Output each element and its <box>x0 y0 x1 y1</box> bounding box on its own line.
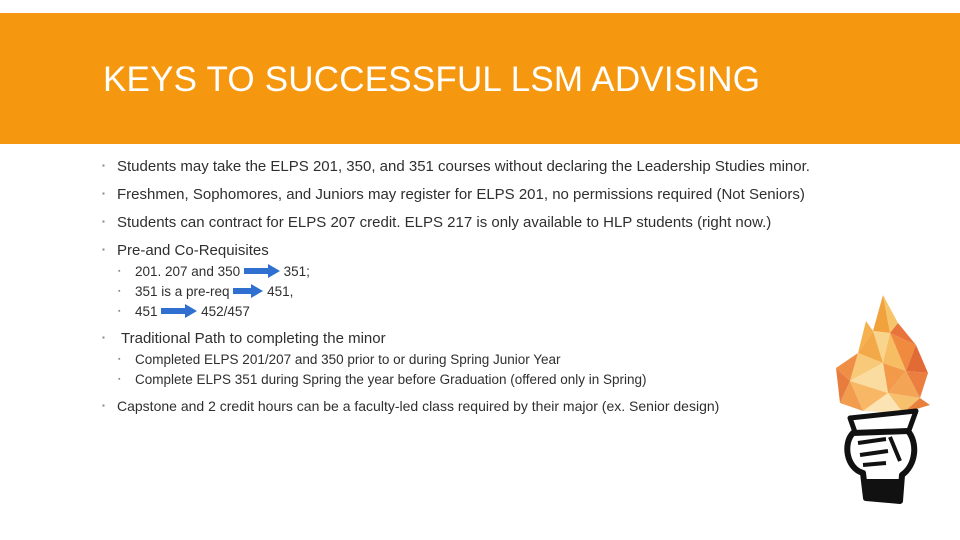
bullet-contract: ▪ Students can contract for ELPS 207 credit. ELPS 217 is only available to HLP students (right now.) <box>100 214 900 231</box>
arrow-right-icon <box>161 304 197 318</box>
prereq-from: 451 <box>135 304 158 319</box>
bullet-path-heading: ▪ Traditional Path to completing the minor <box>100 330 900 347</box>
bullet-registration: ▪ Freshmen, Sophomores, and Juniors may register for ELPS 201, no permissions required (Not Seniors) <box>100 186 900 203</box>
slide-content <box>100 158 900 426</box>
prereq-from: 201. 207 and 350 <box>135 264 241 279</box>
bullet-prereq-heading: ▪ Pre-and Co-Requisites <box>100 242 900 259</box>
bullet-declaring: ▪ Students may take the ELPS 201, 350, and 351 courses without declaring the Leadership Studies minor. <box>100 158 900 175</box>
path-item: ▪ Completed ELPS 201/207 and 350 prior to or during Spring Junior Year <box>118 350 900 370</box>
path-list <box>100 350 900 390</box>
bullet-capstone: ▪ Capstone and 2 credit hours can be a faculty-led class required by their major (ex. Senior design) <box>100 398 900 415</box>
prereq-item <box>118 262 900 282</box>
prereq-item <box>118 302 900 322</box>
torch-icon <box>828 293 938 513</box>
prereq-to: 351; <box>283 264 310 279</box>
prereq-to: 452/457 <box>201 304 250 319</box>
prereq-list <box>100 262 900 322</box>
prereq-item <box>118 282 900 302</box>
path-item: ▪ Complete ELPS 351 during Spring the year before Graduation (offered only in Spring) <box>118 370 900 390</box>
prereq-to: 451, <box>267 284 294 299</box>
prereq-from: 351 is a pre-req <box>135 284 230 299</box>
arrow-right-icon <box>244 264 280 278</box>
arrow-right-icon <box>233 284 263 298</box>
slide-title: KEYS TO SUCCESSFUL LSM ADVISING <box>103 60 761 99</box>
